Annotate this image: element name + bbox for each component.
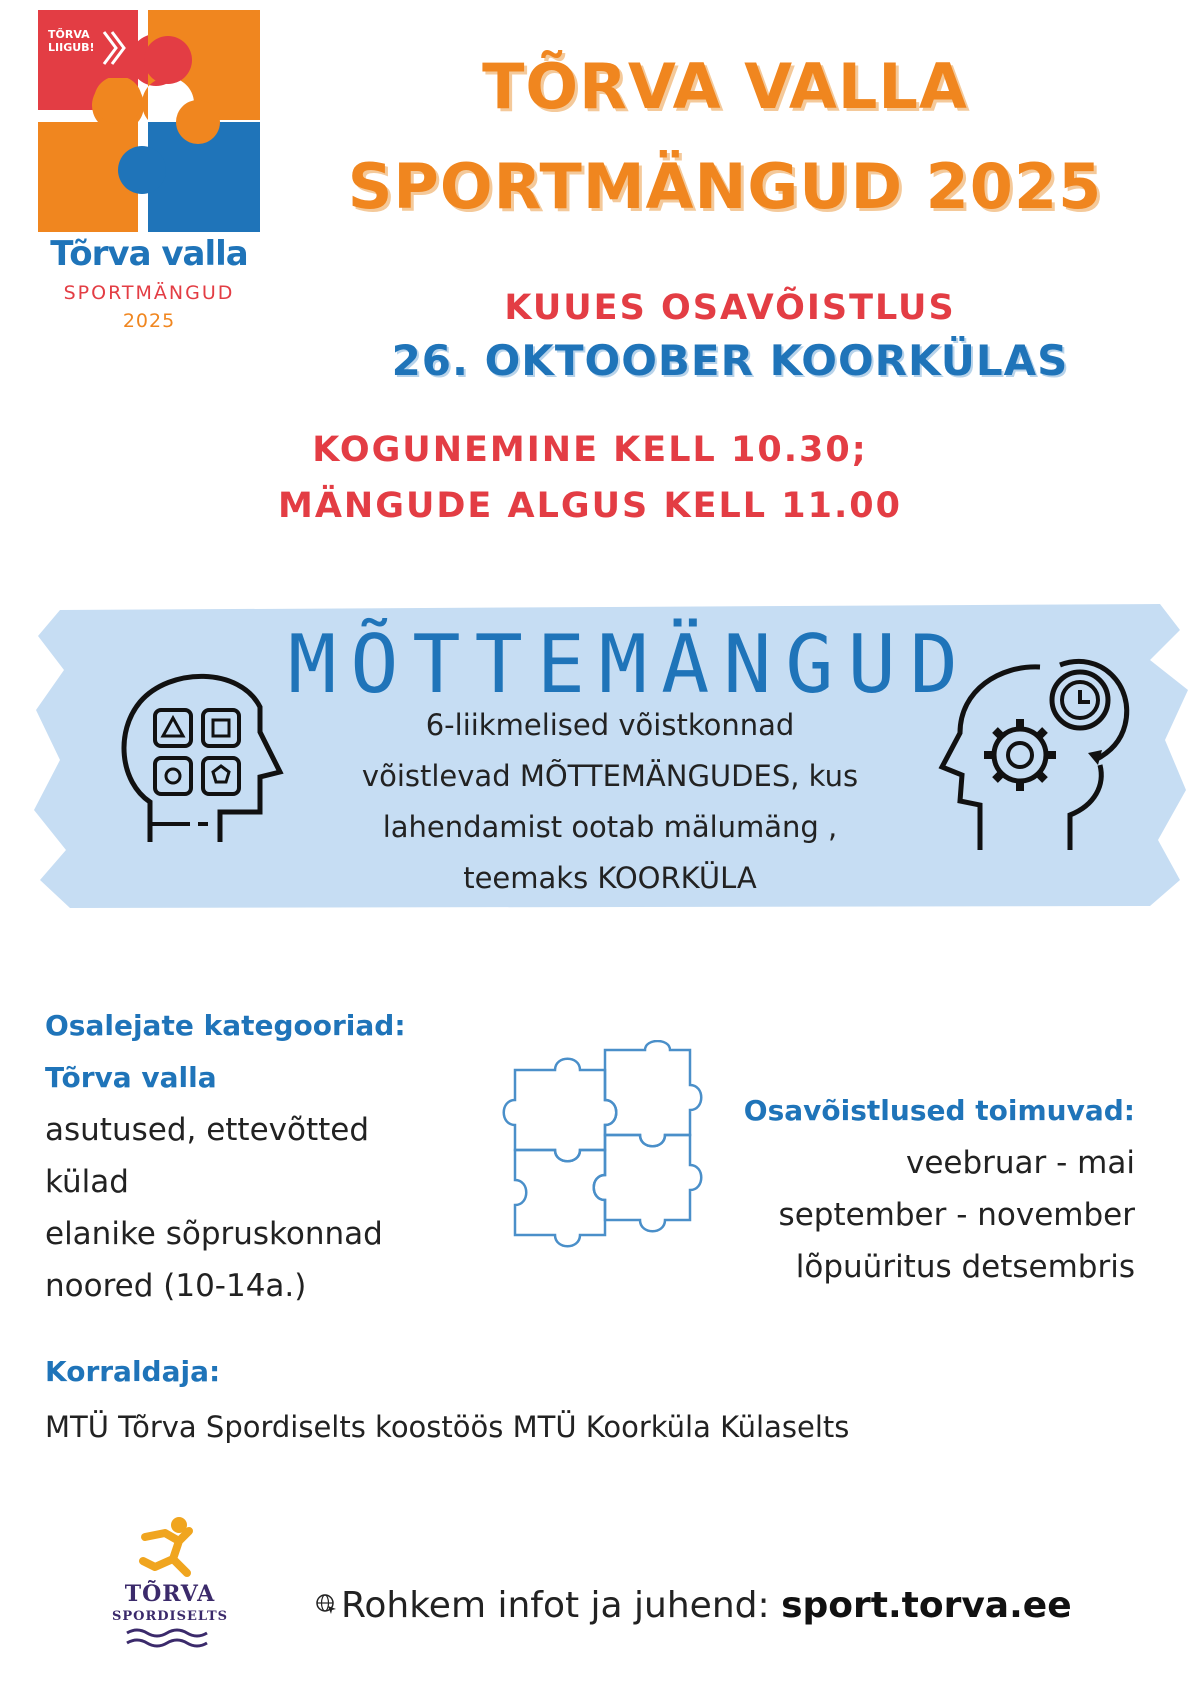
wave-lines-icon [125, 1627, 215, 1649]
club-name: TÕRVA [124, 1581, 216, 1607]
category-item: külad [45, 1164, 129, 1200]
page-title-line-2: SPORTMÄNGUD 2025 [347, 150, 1103, 223]
organizer-heading: Korraldaja: [45, 1355, 221, 1388]
participant-categories [45, 1000, 485, 1312]
banner-description [330, 700, 890, 904]
globe-cursor-icon [315, 1593, 337, 1615]
event-date-place: 26. OKTOOBER KOORKÜLAS [391, 336, 1069, 385]
category-item: asutused, ettevõtted [45, 1112, 370, 1148]
head-puzzle-icon [110, 662, 300, 852]
runner-figure-icon [135, 1515, 205, 1581]
categories-subheading: Tõrva valla [45, 1061, 217, 1094]
logo-title: Tõrva valla [50, 234, 248, 274]
category-item: elanike sõpruskonnad [45, 1216, 383, 1252]
organizer-text: MTÜ Tõrva Spordiselts koostöös MTÜ Koorküla Külaselts [45, 1410, 850, 1444]
schedule-heading: Osavõistlused toimuvad: [743, 1094, 1135, 1127]
logo-year: 2025 [122, 310, 176, 332]
website-link[interactable]: sport.torva.ee [781, 1585, 1072, 1626]
schedule-item: september - november [778, 1197, 1135, 1233]
page-title-line-1: TÕRVA VALLA [482, 50, 968, 123]
banner-title: MÕTTEMÄNGUD [288, 618, 972, 711]
schedule-item: veebruar - mai [905, 1145, 1135, 1181]
club-name-sub: SPORDISELTS [111, 1609, 229, 1624]
banner-line: teemaks KOORKÜLA [463, 861, 757, 895]
start-time: MÄNGUDE ALGUS KELL 11.00 [278, 486, 902, 526]
footer-info-text: Rohkem infot ja juhend: [341, 1585, 782, 1626]
competition-number: KUUES OSAVÕISTLUS [504, 288, 956, 328]
schedule-item: lõpuüritus detsembris [795, 1249, 1135, 1285]
logo-subtitle: SPORTMÄNGUD [63, 282, 235, 304]
banner-line: võistlevad MÕTTEMÄNGUDES, kus [361, 759, 859, 793]
banner-line: 6-liikmelised võistkonnad [425, 708, 795, 742]
gathering-time: KOGUNEMINE KELL 10.30; [312, 430, 868, 470]
club-logo [95, 1515, 245, 1655]
head-gear-clock-icon [920, 655, 1150, 855]
schedule [690, 1085, 1135, 1293]
event-logo [38, 10, 270, 340]
categories-heading: Osalejate kategooriad: [45, 1009, 406, 1042]
logo-badge-text: TÕRVA LIIGUB! [48, 28, 95, 54]
footer-info [315, 1585, 1155, 1626]
category-item: noored (10-14a.) [45, 1268, 307, 1304]
puzzle-pieces-icon [485, 1040, 725, 1265]
games-banner [30, 600, 1190, 910]
banner-line: lahendamist ootab mälumäng , [382, 810, 838, 844]
